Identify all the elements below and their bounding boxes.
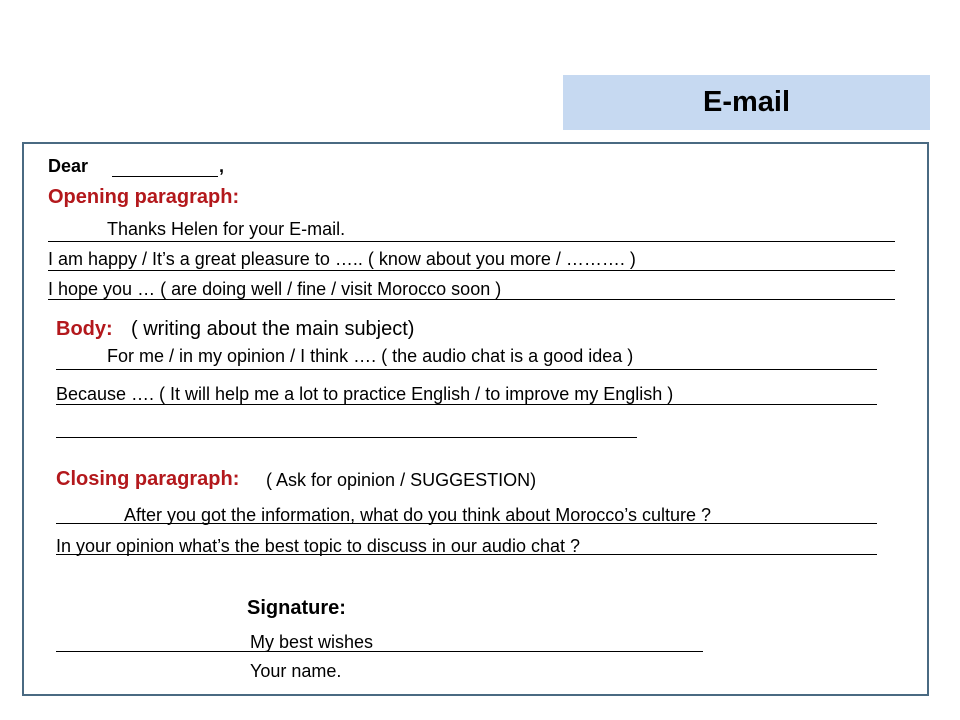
- salutation-label: Dear: [48, 156, 89, 176]
- body-rule-3: [56, 437, 637, 438]
- page-title: E-mail: [702, 86, 791, 118]
- opening-rule-2: [48, 270, 895, 271]
- closing-note: ( Ask for opinion / SUGGESTION): [266, 470, 537, 490]
- body-line-1: For me / in my opinion / I think …. ( the audio chat is a good idea ): [107, 346, 634, 366]
- opening-line-1: Thanks Helen for your E-mail.: [107, 219, 346, 239]
- signature-wishes: My best wishes: [250, 632, 374, 652]
- signature-rule: [56, 651, 703, 652]
- closing-line-2: In your opinion what’s the best topic to discuss in our audio chat ?: [56, 536, 580, 556]
- body-heading: Body:: [56, 318, 113, 340]
- closing-rule-1: [56, 523, 877, 524]
- closing-line-1: After you got the information, what do you think about Morocco’s culture ?: [124, 505, 711, 525]
- title-banner: [563, 75, 930, 130]
- signature-heading: Signature:: [247, 597, 346, 619]
- body-rule-1: [56, 369, 877, 370]
- closing-heading: Closing paragraph:: [56, 468, 240, 490]
- body-rule-2: [56, 404, 877, 405]
- body-note: ( writing about the main subject): [131, 318, 415, 340]
- opening-rule-3: [48, 299, 895, 300]
- opening-rule-1: [48, 241, 895, 242]
- closing-rule-2: [56, 554, 877, 555]
- opening-heading: Opening paragraph:: [48, 186, 240, 208]
- opening-line-2: I am happy / It’s a great pleasure to ….. ( know about you more / ………. ): [48, 249, 636, 269]
- recipient-blank: [112, 176, 218, 177]
- salutation-comma: ,: [219, 156, 225, 176]
- signature-name: Your name.: [250, 661, 342, 681]
- opening-line-3: I hope you … ( are doing well / fine / visit Morocco soon ): [48, 279, 502, 299]
- body-line-2: Because …. ( It will help me a lot to practice English / to improve my English ): [56, 384, 674, 404]
